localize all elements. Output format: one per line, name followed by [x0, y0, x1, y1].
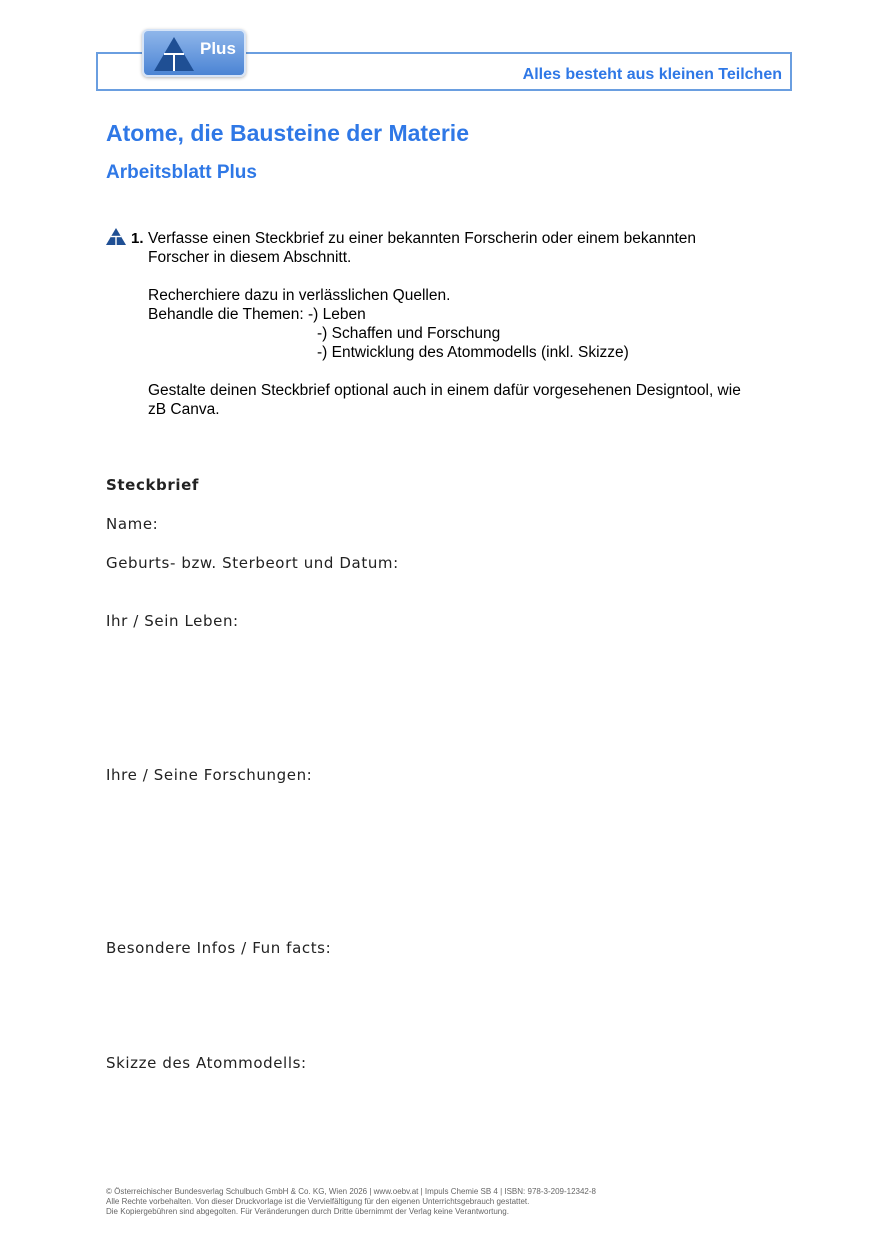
task-number: 1.	[131, 230, 144, 247]
field-fun-facts: Besondere Infos / Fun facts:	[106, 939, 332, 957]
task-text-line: Forscher in diesem Abschnitt.	[148, 249, 352, 266]
steckbrief-heading: Steckbrief	[106, 476, 199, 494]
pyramid-icon	[150, 35, 198, 73]
task-text-line: zB Canva.	[148, 401, 220, 418]
field-atom-model-sketch: Skizze des Atommodells:	[106, 1054, 307, 1072]
footer-rights: Alle Rechte vorbehalten. Von dieser Druckvorlage ist die Vervielfältigung für den eigenen Unterrichtsgebrauch gestattet.	[106, 1197, 530, 1206]
plus-logo	[142, 29, 246, 77]
chapter-title: Alles besteht aus kleinen Teilchen	[522, 66, 782, 83]
pyramid-icon	[106, 228, 126, 245]
field-name: Name:	[106, 515, 159, 533]
field-birth-death: Geburts- bzw. Sterbeort und Datum:	[106, 554, 399, 572]
field-life: Ihr / Sein Leben:	[106, 612, 239, 630]
task-text-line: Verfasse einen Steckbrief zu einer bekannten Forscherin oder einem bekannten	[148, 230, 697, 247]
task-topic-item: -) Entwicklung des Atommodells (inkl. Skizze)	[317, 344, 629, 361]
footer	[106, 1187, 596, 1217]
field-research: Ihre / Seine Forschungen:	[106, 766, 313, 784]
task-text-line: Gestalte deinen Steckbrief optional auch in einem dafür vorgesehenen Designtool, wie	[148, 382, 741, 399]
task-text-line: Behandle die Themen: -) Leben	[148, 306, 366, 323]
page-title: Atome, die Bausteine der Materie	[106, 120, 469, 146]
page-subtitle: Arbeitsblatt Plus	[106, 162, 257, 183]
footer-copyright: © Österreichischer Bundesverlag Schulbuch GmbH & Co. KG, Wien 2026 | www.oebv.at | Impuls Chemie SB 4 | ISBN: 978-3-209-12342-8	[106, 1187, 596, 1196]
task-text-line: Recherchiere dazu in verlässlichen Quellen.	[148, 287, 451, 304]
footer-disclaimer: Die Kopiergebühren sind abgegolten. Für Veränderungen durch Dritte übernimmt der Verlag keine Verantwortung.	[106, 1207, 509, 1216]
task-topic-item: -) Schaffen und Forschung	[317, 325, 501, 342]
logo-label: Plus	[200, 39, 236, 58]
